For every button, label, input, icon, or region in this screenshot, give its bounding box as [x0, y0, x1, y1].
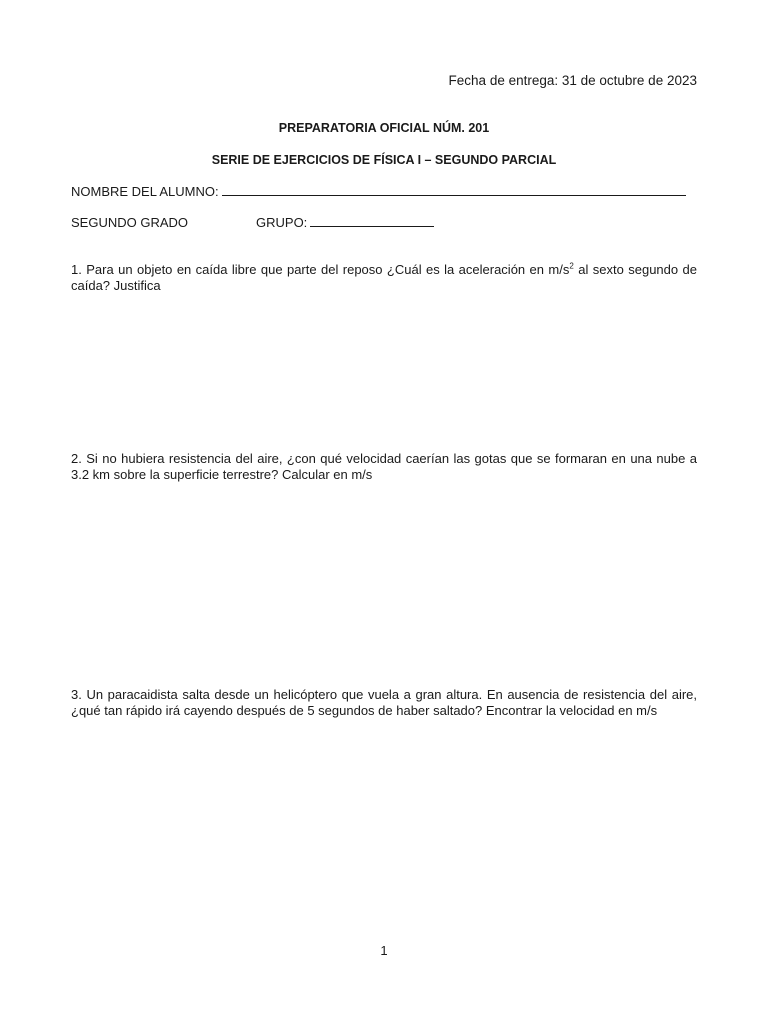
grade-label: SEGUNDO GRADO — [71, 215, 189, 230]
due-date: Fecha de entrega: 31 de octubre de 2023 — [448, 73, 697, 88]
student-name-blank — [222, 183, 686, 196]
grade-group-row — [71, 214, 434, 231]
student-name-row — [71, 183, 697, 200]
series-title: SERIE DE EJERCICIOS DE FÍSICA I – SEGUNDO PARCIAL — [211, 153, 557, 167]
page-number: 1 — [380, 943, 388, 958]
question-1-superscript: 2 — [569, 261, 574, 271]
group-blank — [310, 214, 434, 227]
school-name: PREPARATORIA OFICIAL NÚM. 201 — [278, 121, 490, 135]
question-1-text-start: 1. Para un objeto en caída libre que parte del reposo ¿Cuál es la aceleración en m/s — [71, 262, 570, 277]
group-label: GRUPO: — [256, 215, 308, 230]
question-2: 2. Si no hubiera resistencia del aire, ¿con qué velocidad caerían las gotas que se formaran en una nube a 3.2 km sobre la superficie terrestre? Calcular en m/s — [71, 451, 697, 482]
question-1 — [71, 262, 697, 294]
question-1-text-end: al sexto segundo de caída? Justifica — [71, 262, 697, 293]
question-3: 3. Un paracaidista salta desde un helicóptero que vuela a gran altura. En ausencia de resistencia del aire, ¿qué tan rápido irá cayendo después de 5 segundos de haber saltado? Encontrar la velocidad en m/s — [71, 687, 697, 718]
student-name-label: NOMBRE DEL ALUMNO: — [71, 184, 219, 199]
